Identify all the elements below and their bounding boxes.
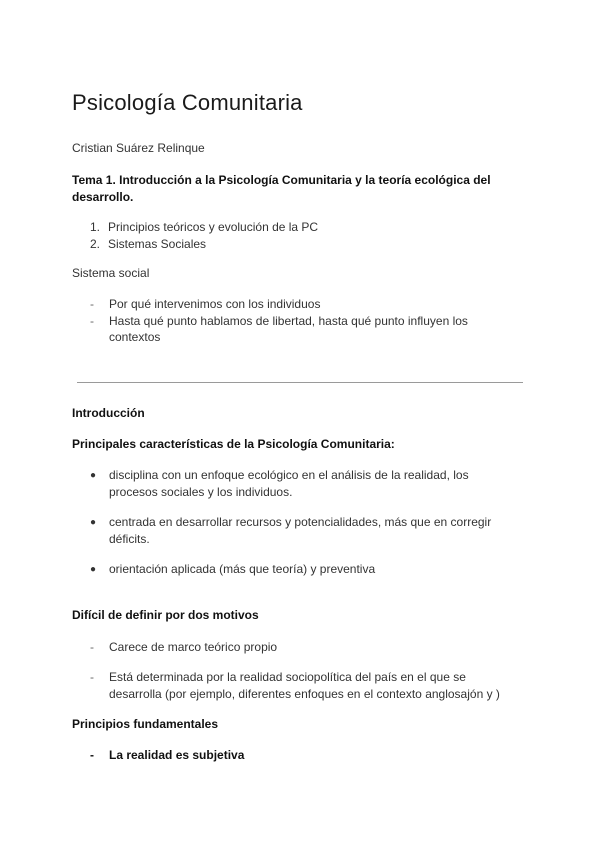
list-text: Está determinada por la realidad sociopolítica del país en el que se desarrolla (por ejemplo, diferentes enfoques en el contexto anglosajón y ) bbox=[109, 670, 500, 701]
dificil-heading: Difícil de definir por dos motivos bbox=[72, 608, 259, 622]
numbered-list bbox=[90, 219, 318, 252]
list-text: Por qué intervenimos con los individuos bbox=[109, 297, 321, 311]
list-item bbox=[90, 313, 509, 346]
horizontal-divider bbox=[77, 382, 523, 383]
list-number: 2. bbox=[90, 236, 101, 251]
list-item bbox=[90, 296, 509, 313]
principios-list bbox=[90, 748, 244, 762]
list-item bbox=[90, 219, 318, 236]
bullet-marker: ● bbox=[90, 517, 97, 528]
list-item bbox=[90, 514, 509, 547]
caracteristicas-list bbox=[90, 561, 509, 579]
intro-heading: Introducción bbox=[72, 406, 145, 420]
page-title: Psicología Comunitaria bbox=[72, 90, 303, 115]
topic-heading: Tema 1. Introducción a la Psicología Comunitaria y la teoría ecológica del desarrollo. bbox=[72, 173, 491, 204]
list-item bbox=[90, 467, 509, 500]
list-text: Principios teóricos y evolución de la PC bbox=[108, 220, 319, 234]
list-text: Carece de marco teórico propio bbox=[109, 640, 278, 654]
list-text: centrada en desarrollar recursos y potencialidades, más que en corregir déficits. bbox=[109, 515, 492, 546]
dificil-list bbox=[90, 669, 514, 702]
list-item bbox=[90, 669, 514, 702]
dificil-list bbox=[90, 639, 509, 656]
bullet-marker: ● bbox=[90, 564, 97, 575]
list-text: disciplina con un enfoque ecológico en el análisis de la realidad, los procesos sociales y los individuos. bbox=[109, 468, 469, 499]
caracteristicas-heading: Principales características de la Psicología Comunitaria: bbox=[72, 437, 395, 451]
list-item bbox=[90, 639, 509, 656]
sistema-social-label: Sistema social bbox=[72, 266, 150, 280]
list-text: La realidad es subjetiva bbox=[109, 748, 245, 762]
dash-marker: - bbox=[90, 670, 94, 684]
sistema-social-list bbox=[90, 296, 509, 346]
list-text: Hasta qué punto hablamos de libertad, hasta qué punto influyen los contextos bbox=[109, 313, 468, 344]
list-number: 1. bbox=[90, 220, 101, 234]
list-item bbox=[90, 561, 509, 579]
dash-marker: - bbox=[90, 640, 94, 654]
list-text: orientación aplicada (más que teoría) y preventiva bbox=[109, 562, 376, 576]
dash-marker: - bbox=[90, 313, 94, 328]
list-item bbox=[90, 236, 318, 253]
dash-marker: - bbox=[90, 748, 94, 762]
list-text: Sistemas Sociales bbox=[108, 236, 207, 251]
caracteristicas-list bbox=[90, 514, 509, 547]
dash-marker: - bbox=[90, 297, 94, 311]
caracteristicas-list bbox=[90, 467, 509, 500]
author-line: Cristian Suárez Relinque bbox=[72, 141, 205, 155]
bullet-marker: ● bbox=[90, 470, 97, 481]
principios-heading: Principios fundamentales bbox=[72, 717, 219, 731]
